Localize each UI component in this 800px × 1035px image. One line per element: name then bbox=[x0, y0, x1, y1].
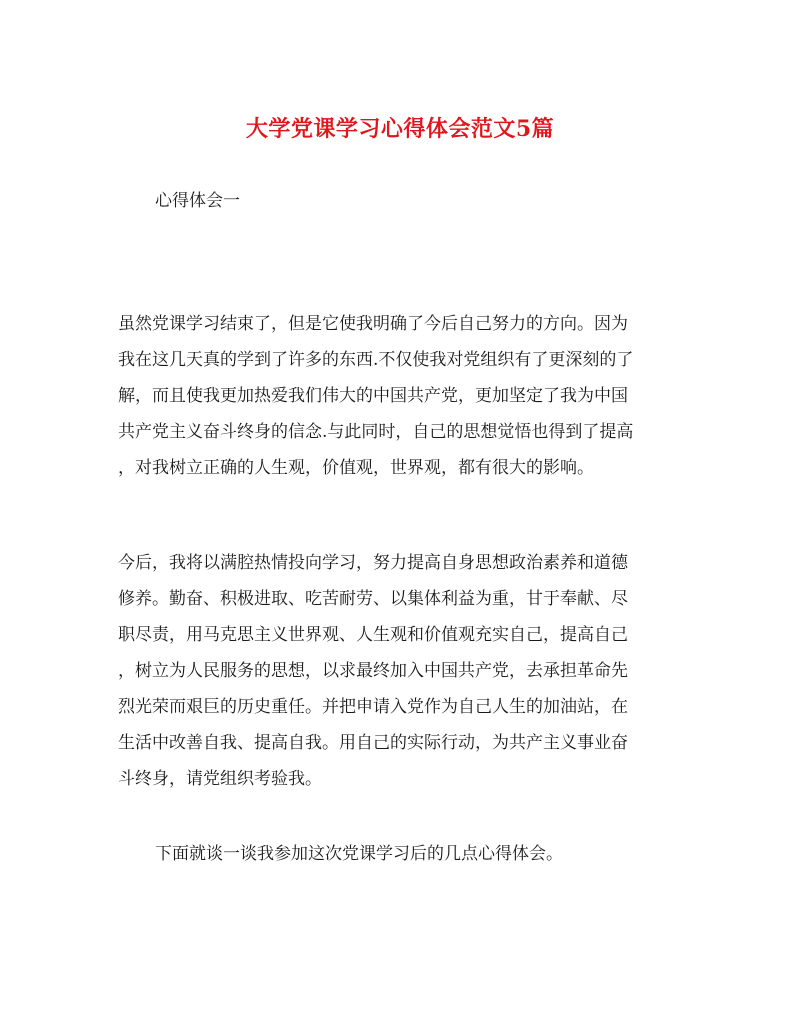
paragraph-line: ，树立为人民服务的思想，以求最终加入中国共产党，去承担革命先 bbox=[118, 661, 628, 681]
paragraph-line: 共产党主义奋斗终身的信念.与此同时，自己的思想觉悟也得到了提高 bbox=[118, 422, 634, 442]
paragraph-line: 我在这几天真的学到了许多的东西.不仅使我对党组织有了更深刻的了 bbox=[118, 350, 634, 370]
paragraph-line: 解，而且使我更加热爱我们伟大的中国共产党，更加坚定了我为中国 bbox=[118, 386, 628, 406]
paragraph-1 bbox=[118, 306, 633, 486]
paragraph-line: 烈光荣而艰巨的历史重任。并把申请入党作为自己人生的加油站，在 bbox=[118, 697, 628, 717]
paragraph-2 bbox=[118, 545, 628, 797]
section-heading: 心得体会一 bbox=[155, 191, 240, 211]
closing-line: 下面就谈一谈我参加这次党课学习后的几点心得体会。 bbox=[155, 844, 563, 864]
paragraph-line: 今后，我将以满腔热情投向学习，努力提高自身思想政治素养和道德 bbox=[118, 553, 628, 573]
paragraph-line: 职尽责，用马克思主义世界观、人生观和价值观充实自己，提高自己 bbox=[118, 625, 628, 645]
document-title: 大学党课学习心得体会范文5篇 bbox=[245, 116, 555, 142]
paragraph-line: 虽然党课学习结束了，但是它使我明确了今后自己努力的方向。因为 bbox=[118, 314, 628, 334]
paragraph-line: ，对我树立正确的人生观，价值观，世界观，都有很大的影响。 bbox=[118, 458, 594, 478]
paragraph-line: 修养。勤奋、积极进取、吃苦耐劳、以集体利益为重，甘于奉献、尽 bbox=[118, 589, 628, 609]
paragraph-line: 斗终身，请党组织考验我。 bbox=[118, 769, 322, 789]
paragraph-line: 生活中改善自我、提高自我。用自己的实际行动，为共产主义事业奋 bbox=[118, 733, 628, 753]
